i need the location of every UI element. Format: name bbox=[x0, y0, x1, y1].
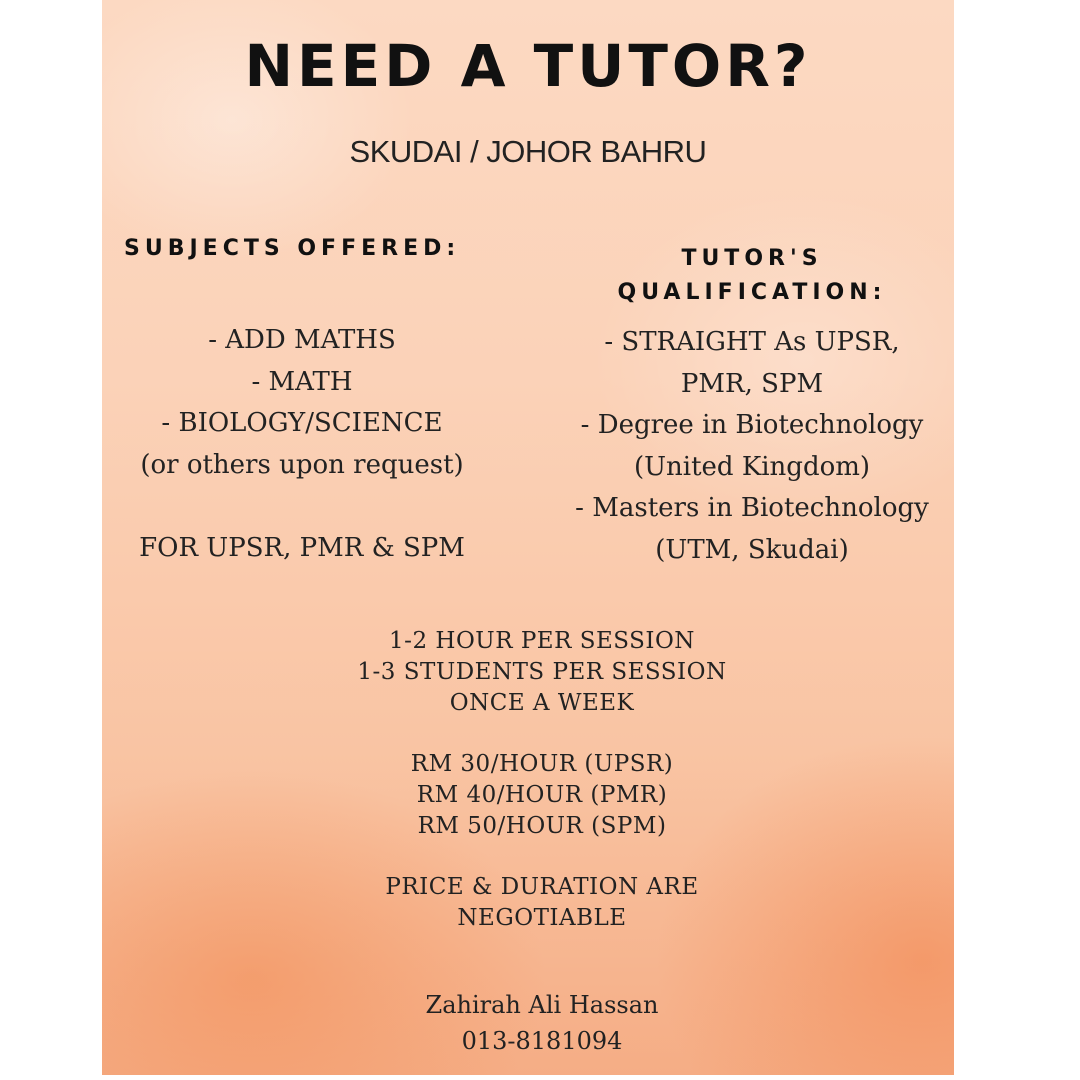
qualification-list bbox=[542, 322, 962, 571]
qualification-item: (UTM, Skudai) bbox=[655, 534, 849, 565]
qualification-item: - STRAIGHT As UPSR, bbox=[604, 327, 900, 357]
location-subtitle: SKUDAI / JOHOR BAHRU bbox=[349, 134, 707, 169]
price-line: RM 50/HOUR (SPM) bbox=[417, 813, 667, 839]
contact-phone: 013-8181094 bbox=[461, 1027, 623, 1055]
subjects-list bbox=[102, 320, 502, 486]
subject-item: - MATH bbox=[251, 366, 353, 397]
qualification-item: - Degree in Biotechnology bbox=[580, 410, 924, 440]
subjects-heading: SUBJECTS OFFERED: bbox=[124, 236, 461, 261]
qualification-item: - Masters in Biotechnology bbox=[575, 493, 929, 523]
subject-item: (or others upon request) bbox=[140, 449, 464, 480]
negotiable-line: NEGOTIABLE bbox=[457, 905, 627, 931]
session-details bbox=[102, 626, 982, 719]
price-line: RM 40/HOUR (PMR) bbox=[416, 782, 668, 808]
poster-headline: NEED A TUTOR? bbox=[244, 32, 812, 100]
qualification-heading bbox=[572, 242, 932, 310]
negotiable-line: PRICE & DURATION ARE bbox=[385, 874, 699, 900]
subject-item: - ADD MATHS bbox=[208, 325, 396, 355]
contact-info bbox=[102, 987, 982, 1059]
pricing-details bbox=[102, 749, 982, 842]
qualification-item: PMR, SPM bbox=[680, 368, 824, 399]
qualification-heading-line-2: QUALIFICATION: bbox=[617, 280, 887, 305]
session-line: 1-2 HOUR PER SESSION bbox=[389, 628, 695, 654]
subject-levels: FOR UPSR, PMR & SPM bbox=[139, 533, 465, 563]
qualification-item: (United Kingdom) bbox=[633, 451, 871, 482]
session-line: 1-3 STUDENTS PER SESSION bbox=[357, 659, 727, 685]
session-line: ONCE A WEEK bbox=[449, 690, 635, 716]
tutor-poster bbox=[102, 0, 954, 1075]
contact-name: Zahirah Ali Hassan bbox=[425, 991, 659, 1019]
subject-item: - BIOLOGY/SCIENCE bbox=[161, 408, 443, 438]
price-line: RM 30/HOUR (UPSR) bbox=[410, 751, 674, 777]
qualification-heading-line-1: TUTOR'S bbox=[681, 246, 823, 271]
negotiable-note bbox=[102, 872, 982, 934]
